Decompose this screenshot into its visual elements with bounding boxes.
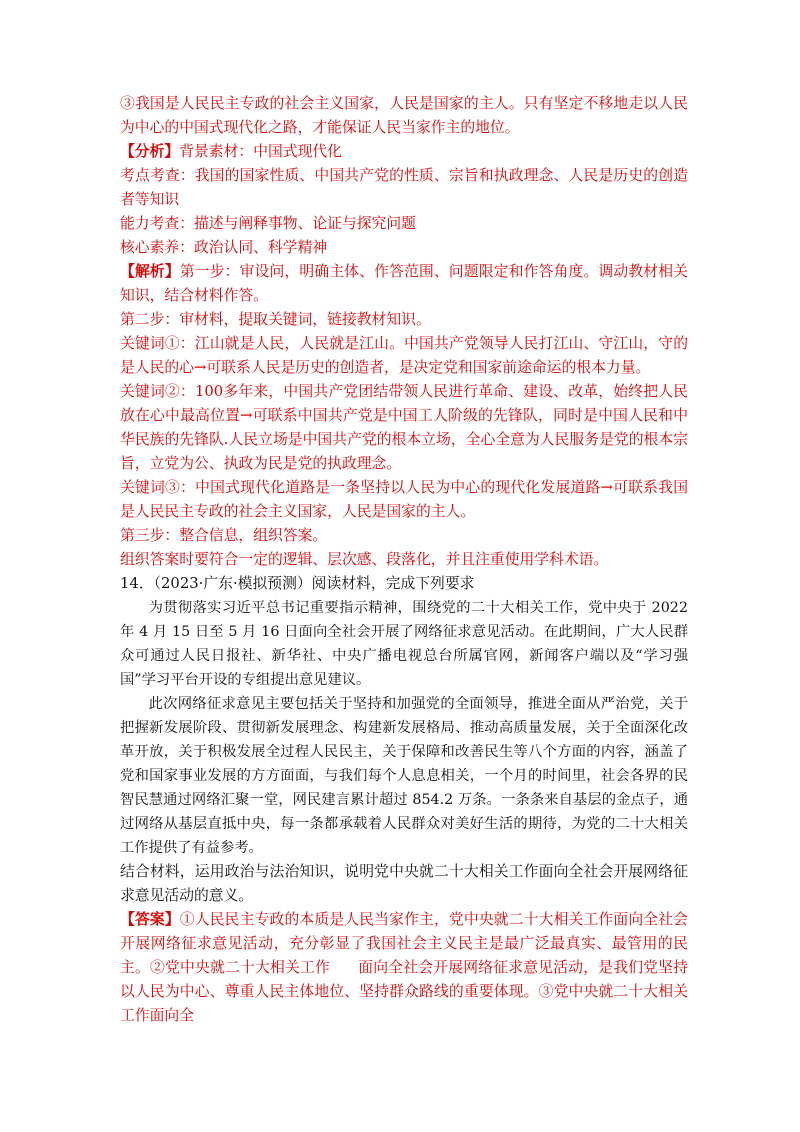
answer-point-3: ③我国是人民民主专政的社会主义国家，人民是国家的主人。只有坚定不移地走以人民为中心的中国式现代化之路，才能保证人民当家作主的地位。 bbox=[120, 95, 688, 136]
organize-note: 组织答案时要符合一定的逻辑、层次感、段落化，并且注重使用学科术语。 bbox=[120, 551, 609, 568]
question-header: 14．（2023·广东·模拟预测）阅读材料，完成下列要求 bbox=[120, 575, 475, 592]
keyword-3: 关键词③：中国式现代化道路是一条坚持以人民为中心的现代化发展道路→可联系我国是人民民主专政的社会主义国家，人民是国家的主人。 bbox=[120, 479, 688, 520]
answer-text-a: ①人民民主专政的本质是人民当家作主，党中央就二十大相关工作面向全社会开展网络征求意见活动，充分彰显了我国社会主义民主是最广泛最真实、最管用的民主。②党中央就二十大相关工作 bbox=[120, 911, 688, 976]
analysis-label: 【分析】 bbox=[120, 143, 180, 160]
explanation-label: 【解析】 bbox=[120, 263, 180, 280]
answer-text-b: 面向全社会开展网络征求意见活动，是我们党坚持以人民为中心、尊重人民主体地位、坚持群众路线的重要体现。③党中央就二十大相关工作面向全 bbox=[120, 959, 688, 1024]
document-page bbox=[120, 92, 688, 1028]
exam-points: 考点考查：我国的国家性质、中国共产党的性质、宗旨和执政理念、人民是历史的创造者等知识 bbox=[120, 167, 688, 208]
analysis-line bbox=[120, 140, 688, 164]
keyword-2: 关键词②：100多年来，中国共产党团结带领人民进行革命、建设、改革，始终把人民放在心中最高位置→可联系中国共产党是中国工人阶级的先锋队，同时是中国人民和中华民族的先锋队.人民立场是中国共产党的根本立场，全心全意为人民服务是党的根本宗旨，立党为公、执政为民是党的执政理念。 bbox=[120, 383, 688, 472]
answer-label: 【答案】 bbox=[120, 911, 180, 928]
core-literacy: 核心素养：政治认同、科学精神 bbox=[120, 239, 328, 256]
material-paragraph-2: 此次网络征求意见主要包括关于坚持和加强党的全面领导，推进全面从严治党，关于把握新发展阶段、贯彻新发展理念、构建新发展格局、推动高质量发展，关于全面深化改革开放，关于积极发展全过程人民民主，关于保障和改善民生等八个方面的内容，涵盖了党和国家事业发展的方方面面，与我们每个人息息相关，一个月的时间里，社会各界的民智民慧通过网络汇聚一堂，网民建言累计超过 854.2 万条。一条条来自基层的金点子，通过网络从基层直抵中央，每一条都承载着人民群众对美好生活的期待，为党的二十大相关工作提供了有益参考。 bbox=[120, 696, 688, 856]
explanation-line bbox=[120, 260, 688, 308]
step-two: 第二步：审材料，提取关键词，链接教材知识。 bbox=[120, 311, 431, 328]
analysis-text: 背景素材：中国式现代化 bbox=[179, 143, 342, 160]
question-prompt: 结合材料，运用政治与法治知识，说明党中央就二十大相关工作面向全社会开展网络征求意见活动的意义。 bbox=[120, 863, 688, 904]
keyword-1: 关键词①：江山就是人民，人民就是江山。中国共产党领导人民打江山、守江山，守的是人民的心→可联系人民是历史的创造者，是决定党和国家前途命运的根本力量。 bbox=[120, 335, 688, 376]
step-three: 第三步：整合信息，组织答案。 bbox=[120, 527, 328, 544]
material-paragraph-1: 为贯彻落实习近平总书记重要指示精神，围绕党的二十大相关工作，党中央于 2022 年 4 月 15 日至 5 月 16 日面向全社会开展了网络征求意见活动。在此期间，广大人民群众可通过人民日报社、新华社、中央广播电视总台所属官网，新闻客户端以及“学习强国”学习平台开设的专组提出意见建议。 bbox=[120, 600, 688, 688]
answer-block bbox=[120, 908, 688, 1028]
ability-check: 能力考查：描述与阐释事物、论证与探究问题 bbox=[120, 215, 416, 232]
explanation-text: 第一步：审设问，明确主体、作答范围、问题限定和作答角度。调动教材相关知识，结合材料作答。 bbox=[120, 263, 688, 304]
